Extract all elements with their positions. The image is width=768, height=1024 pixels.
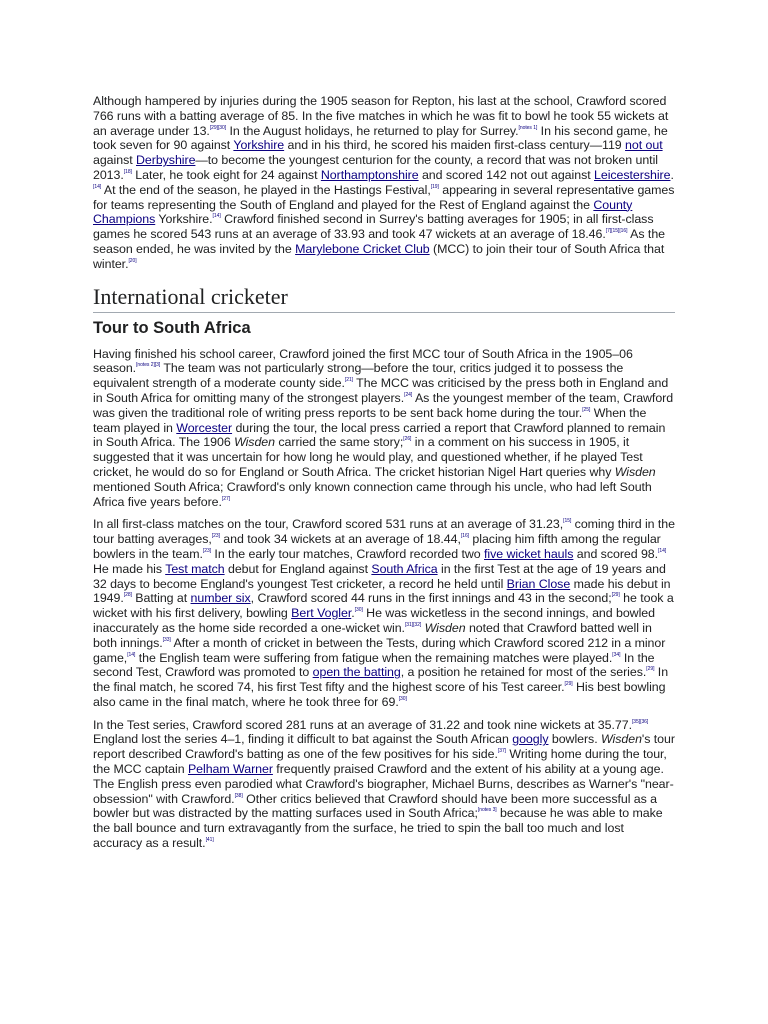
citation[interactable]: [29] [564,681,573,688]
citation[interactable]: [14] [212,213,221,220]
wisden-title: Wisden [614,464,656,479]
link-derbyshire[interactable]: Derbyshire [136,153,196,168]
citation[interactable]: [29] [611,592,620,599]
citation[interactable]: [35][36] [631,718,649,725]
citation[interactable]: [16] [460,533,470,540]
citation[interactable]: [37] [497,748,507,755]
paragraph-1905-season: Although hampered by injuries during the 1905 season for Repton, his last at the school, Crawford scored 766 runs with a batting average of 85. In the five matches in which he was fit to bowl he took 55 wickets at an average under 13.[29][30] In the August holidays, he returned to play for Surrey.[notes 1] In his second game, he took seven for 90 against Yorkshire and in his third, he scored his maiden first-class century—119 not out against Derbyshire—to become the youngest centurion for the county, a record that was not broken until 2013.[18] Later, he took eight for 24 against Northamptonshire and scored 142 not out against Leicestershire.[14] At the end of the season, he played in the Hastings Festival,[19] appearing in several representative games for teams representing the South of England and played for the Rest of England against the County Champions Yorkshire.[14] Crawford finished second in Surrey's batting averages for 1905; in all first-class games he scored 543 runs at an average of 33.93 and took 47 wickets at an average of 18.46.[7][15][16] As the season ended, he was invited by the Marylebone Cricket Club (MCC) to join their tour of South Africa that winter.[20] [93,94,675,271]
article-body [93,94,675,859]
wisden-title: Wisden [601,732,642,747]
citation[interactable]: [24] [404,391,413,398]
citation[interactable]: [15] [563,518,572,525]
subsection-heading: Tour to South Africa [93,318,251,337]
citation-note[interactable]: [notes 1] [518,124,538,131]
citation[interactable]: [7][15][16] [605,228,628,235]
citation[interactable]: [38] [234,792,243,799]
citation[interactable]: [14] [658,547,667,554]
wisden-title: Wisden [424,620,466,635]
link-open-the-batting[interactable]: open the batting [312,665,401,680]
link-test-match[interactable]: Test match [165,561,225,576]
link-bert-vogler[interactable]: Bert Vogler [291,606,352,621]
citation-note[interactable]: [notes 3] [477,807,497,814]
link-worcester[interactable]: Worcester [176,420,233,435]
citation[interactable]: [30] [398,695,407,702]
citation-note[interactable]: [notes 2][3] [136,362,161,369]
citation[interactable]: [25] [582,406,591,413]
link-googly[interactable]: googly [512,732,549,747]
link-pelham-warner[interactable]: Pelham Warner [187,762,273,777]
section-heading: International cricketer [93,285,675,313]
citation[interactable]: [28] [123,592,132,599]
link-not-out[interactable]: not out [625,138,663,153]
paragraph-tour-matches: In all first-class matches on the tour, Crawford scored 531 runs at an average of 31.23,[15] coming third in the tour batting averages,[23] and took 34 wickets at an average of 18.44,[16] placing him fifth among the regular bowlers in the team.[23] In the early tour matches, Crawford recorded two five wicket hauls and scored 98.[14] He made his Test match debut for England against South Africa in the first Test at the age of 19 years and 32 days to become England's youngest Test cricketer, a record he held until Brian Close made his debut in 1949.[28] Batting at number six, Crawford scored 44 runs in the first innings and 43 in the second;[29] he took a wicket with his first delivery, bowling Bert Vogler.[30] He was wicketless in the second innings, and bowled inaccurately as the home side recorded a one-wicket win.[31][32] Wisden noted that Crawford batted well in both innings.[33] After a month of cricket in between the Tests, during which Crawford scored 212 in a minor game,[14] the English team were suffering from fatigue when the remaining matches were played.[34] In the second Test, Crawford was promoted to open the batting, a position he retained for most of the series.[29] In the final match, he scored 74, his first Test fifty and the highest score of his Test career.[29] His best bowling also came in the final match, where he took three for 69.[30] [93,517,675,709]
citation[interactable]: [29][30] [209,124,227,131]
citation[interactable]: [30] [354,607,363,614]
link-south-africa[interactable]: South Africa [371,561,438,576]
citation[interactable]: [23] [202,547,212,554]
link-northamptonshire[interactable]: Northamptonshire [320,167,419,182]
link-leicestershire[interactable]: Leicestershire [594,167,671,182]
citation[interactable]: [26] [403,436,412,443]
citation[interactable]: [29] [646,666,655,673]
citation[interactable]: [19] [430,183,439,190]
link-five-wicket-hauls[interactable]: five wicket hauls [484,546,574,561]
citation[interactable]: [14] [127,651,136,658]
wisden-title: Wisden [234,435,275,450]
citation[interactable]: [18] [123,168,132,175]
citation[interactable]: [27] [221,495,231,502]
citation[interactable]: [31][32] [404,621,422,628]
paragraph-test-series: In the Test series, Crawford scored 281 runs at an average of 31.22 and took nine wickets at 35.77.[35][36] England lost the series 4–1, finding it difficult to bat against the South African googly bowlers. Wisden's tour report described Crawford's batting as one of the few positives for his side.[37] Writing home during the tour, the MCC captain Pelham Warner frequently praised Crawford and the extent of his ability at a young age. The English press even parodied what Crawford's biographer, Michael Burns, describes as Warner's "near-obsession" with Crawford.[38] Other critics believed that Crawford should have been more successful as a bowler but was distracted by the matting surfaces used in South Africa;[notes 3] because he was able to make the ball bounce and turn extravagantly from the surface, he tried to spin the ball too much and lost accuracy as a result.[41] [93,717,675,851]
citation[interactable]: [23] [211,533,220,540]
citation[interactable]: [21] [344,377,354,384]
citation[interactable]: [33] [162,636,171,643]
paragraph-tour-intro: Having finished his school career, Crawford joined the first MCC tour of South Africa in the 1905–06 season.[notes 2][3] The team was not particularly strong—before the tour, critics judged it to possess the equivalent strength of a moderate county side.[21] The MCC was criticised by the press both in England and in South Africa for omitting many of the strongest players.[24] As the youngest member of the team, Crawford was given the traditional role of writing press reports to be sent back home during the tour.[25] When the team played in Worcester during the tour, the local press carried a report that Crawford planned to remain in South Africa. The 1906 Wisden carried the same story;[26] in a comment on his success in 1905, it suggested that it was uncertain for how long he would play, and questioned whether, if he played Test cricket, he would do so for England or South Africa. The cricket historian Nigel Hart queries why Wisden mentioned South Africa; Crawford's only known connection came through his uncle, who had left South Africa five years before.[27] [93,346,674,509]
link-yorkshire[interactable]: Yorkshire [233,138,285,153]
link-county-champions[interactable]: County Champions [93,197,633,227]
citation[interactable]: [41] [205,837,214,844]
link-marylebone-cricket-club[interactable]: Marylebone Cricket Club [295,241,430,256]
link-number-six[interactable]: number six [190,591,251,606]
citation[interactable]: [34] [612,651,621,658]
citation[interactable]: [20] [128,257,137,264]
citation[interactable]: [14] [93,183,102,190]
link-brian-close[interactable]: Brian Close [506,576,571,591]
